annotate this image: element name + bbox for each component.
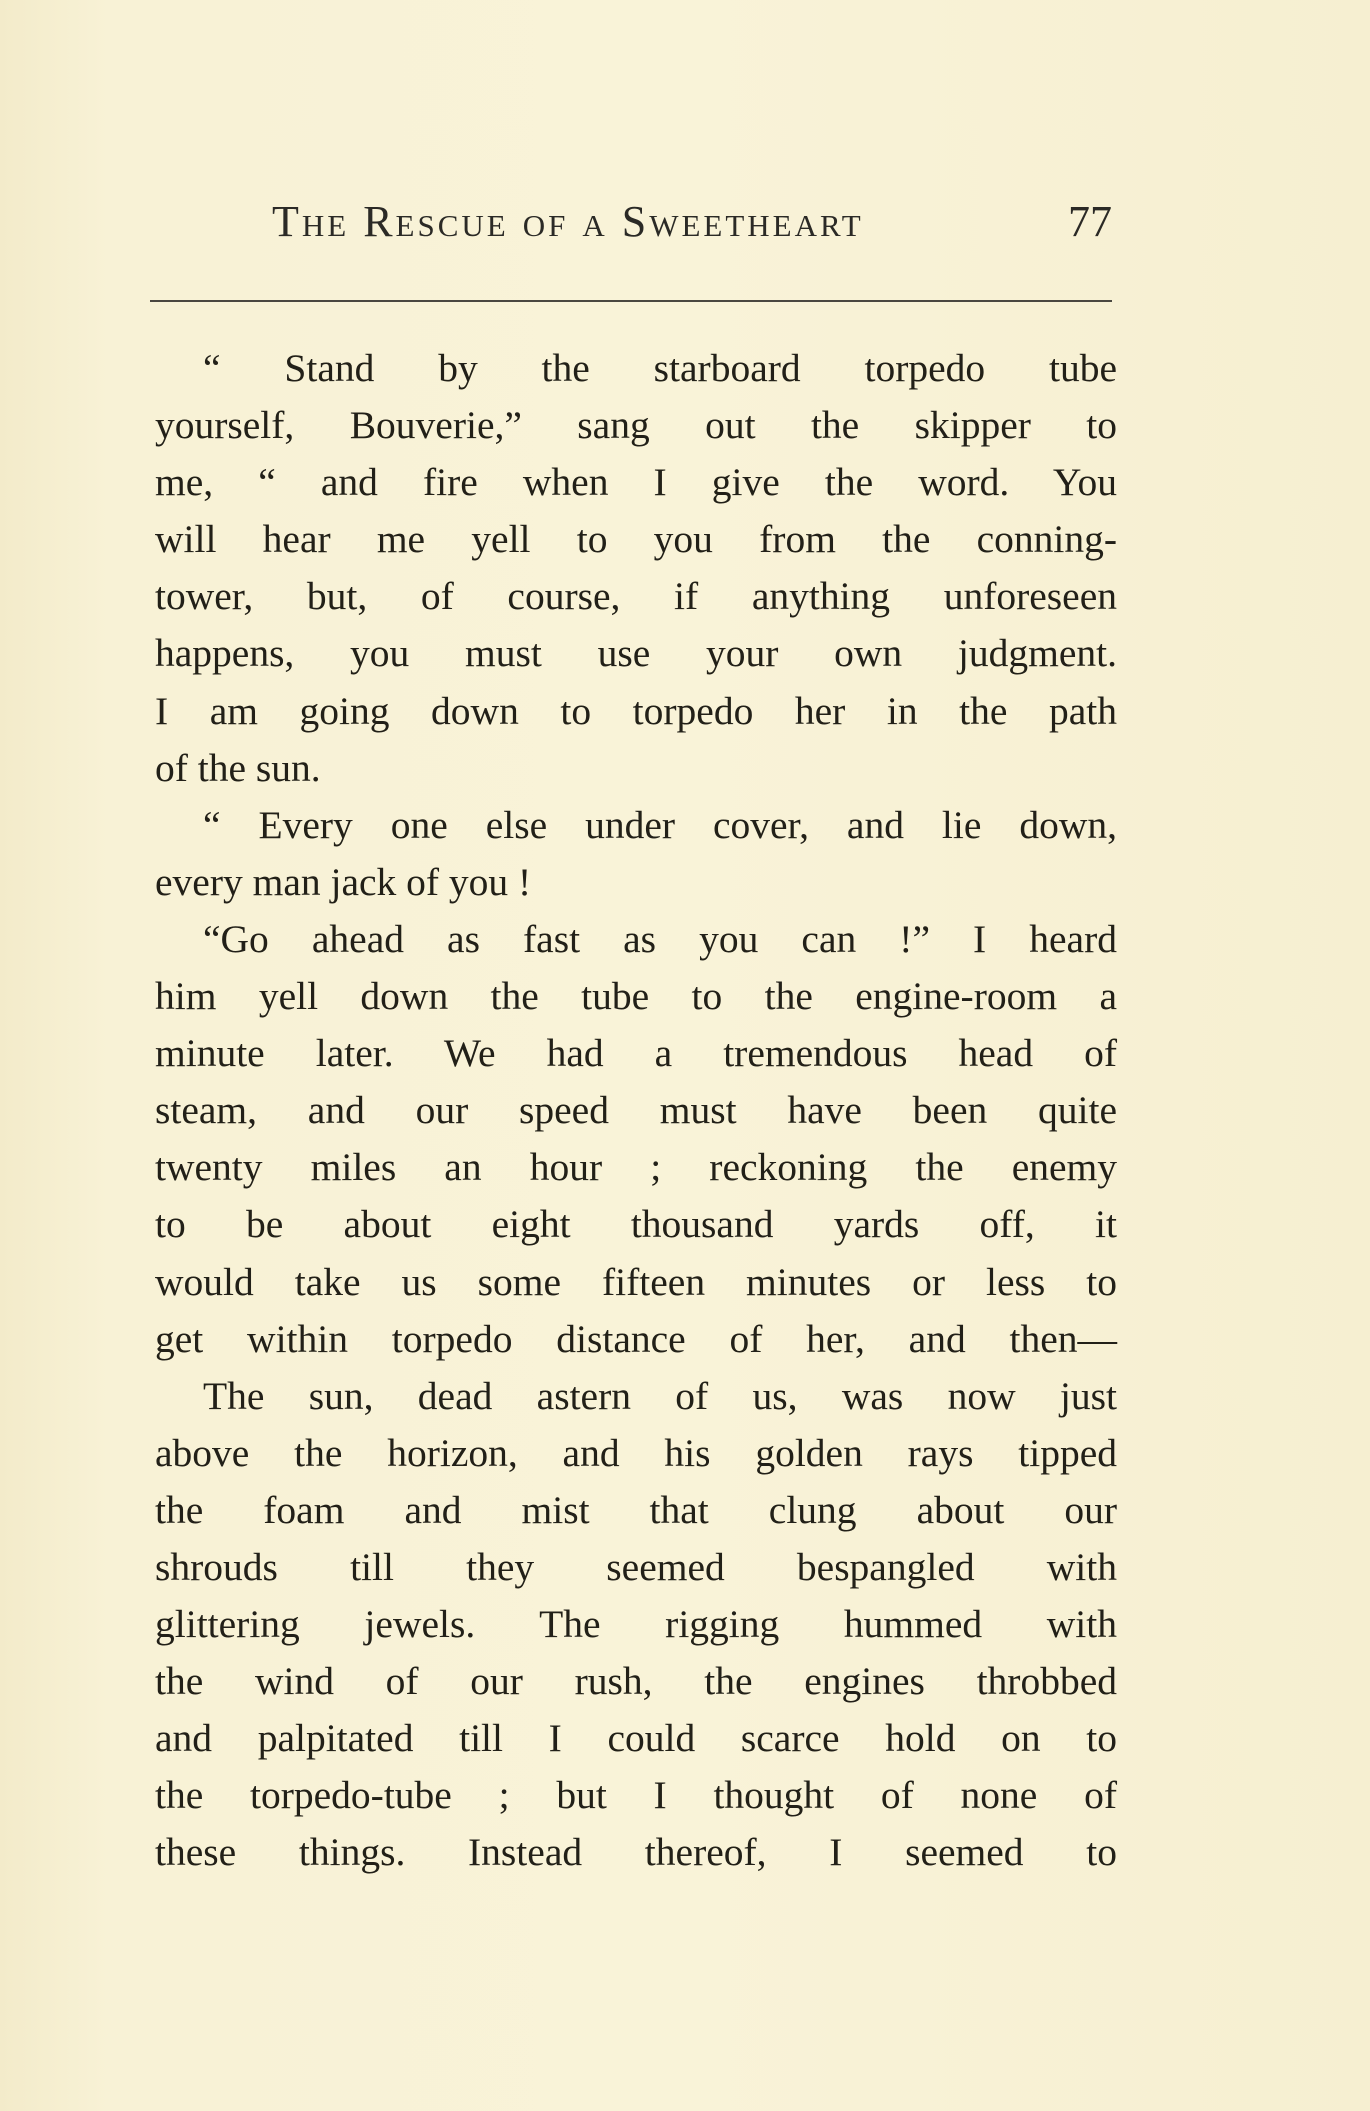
- text-line: “ Stand by the starboard torpedo tube: [203, 346, 1117, 390]
- page-header: [272, 196, 1112, 266]
- text-line: “ Every one else under cover, and lie down,: [203, 802, 1117, 847]
- text-line: to be about eight thousand yards off, it: [155, 1202, 1117, 1247]
- text-line: happens, you must use your own judgment.: [155, 631, 1117, 676]
- text-line: him yell down the tube to the engine-room a: [155, 974, 1117, 1019]
- text-line: above the horizon, and his golden rays tipped: [155, 1430, 1117, 1475]
- text-line: of the sun.: [155, 745, 321, 790]
- text-line: The sun, dead astern of us, was now just: [203, 1373, 1117, 1418]
- page-number: 77: [1068, 197, 1112, 246]
- body-text: [155, 340, 1117, 1882]
- text-line: twenty miles an hour ; reckoning the enemy: [155, 1145, 1117, 1190]
- text-line: the wind of our rush, the engines throbbed: [155, 1659, 1117, 1704]
- text-line: every man jack of you !: [155, 859, 532, 904]
- text-line: glittering jewels. The rigging hummed with: [155, 1602, 1117, 1647]
- text-line: steam, and our speed must have been quite: [155, 1088, 1117, 1133]
- text-line: get within torpedo distance of her, and then—: [155, 1316, 1117, 1361]
- text-line: shrouds till they seemed bespangled with: [155, 1544, 1117, 1589]
- text-line: these things. Instead thereof, I seemed to: [155, 1830, 1117, 1875]
- header-rule: [150, 300, 1112, 302]
- text-line: the foam and mist that clung about our: [155, 1487, 1117, 1532]
- running-title: The Rescue of a Sweetheart: [272, 197, 864, 246]
- text-line: will hear me yell to you from the conning-: [155, 517, 1117, 562]
- text-line: and palpitated till I could scarce hold on to: [155, 1716, 1117, 1761]
- text-line: would take us some fifteen minutes or less to: [155, 1259, 1117, 1304]
- text-line: tower, but, of course, if anything unforeseen: [155, 574, 1117, 619]
- text-line: minute later. We had a tremendous head of: [155, 1031, 1117, 1076]
- text-line: “Go ahead as fast as you can !” I heard: [203, 916, 1117, 961]
- text-line: yourself, Bouverie,” sang out the skipper to: [155, 403, 1117, 448]
- text-line: me, “ and fire when I give the word. You: [155, 460, 1117, 505]
- text-line: I am going down to torpedo her in the path: [155, 688, 1117, 733]
- text-line: the torpedo-tube ; but I thought of none of: [155, 1773, 1117, 1818]
